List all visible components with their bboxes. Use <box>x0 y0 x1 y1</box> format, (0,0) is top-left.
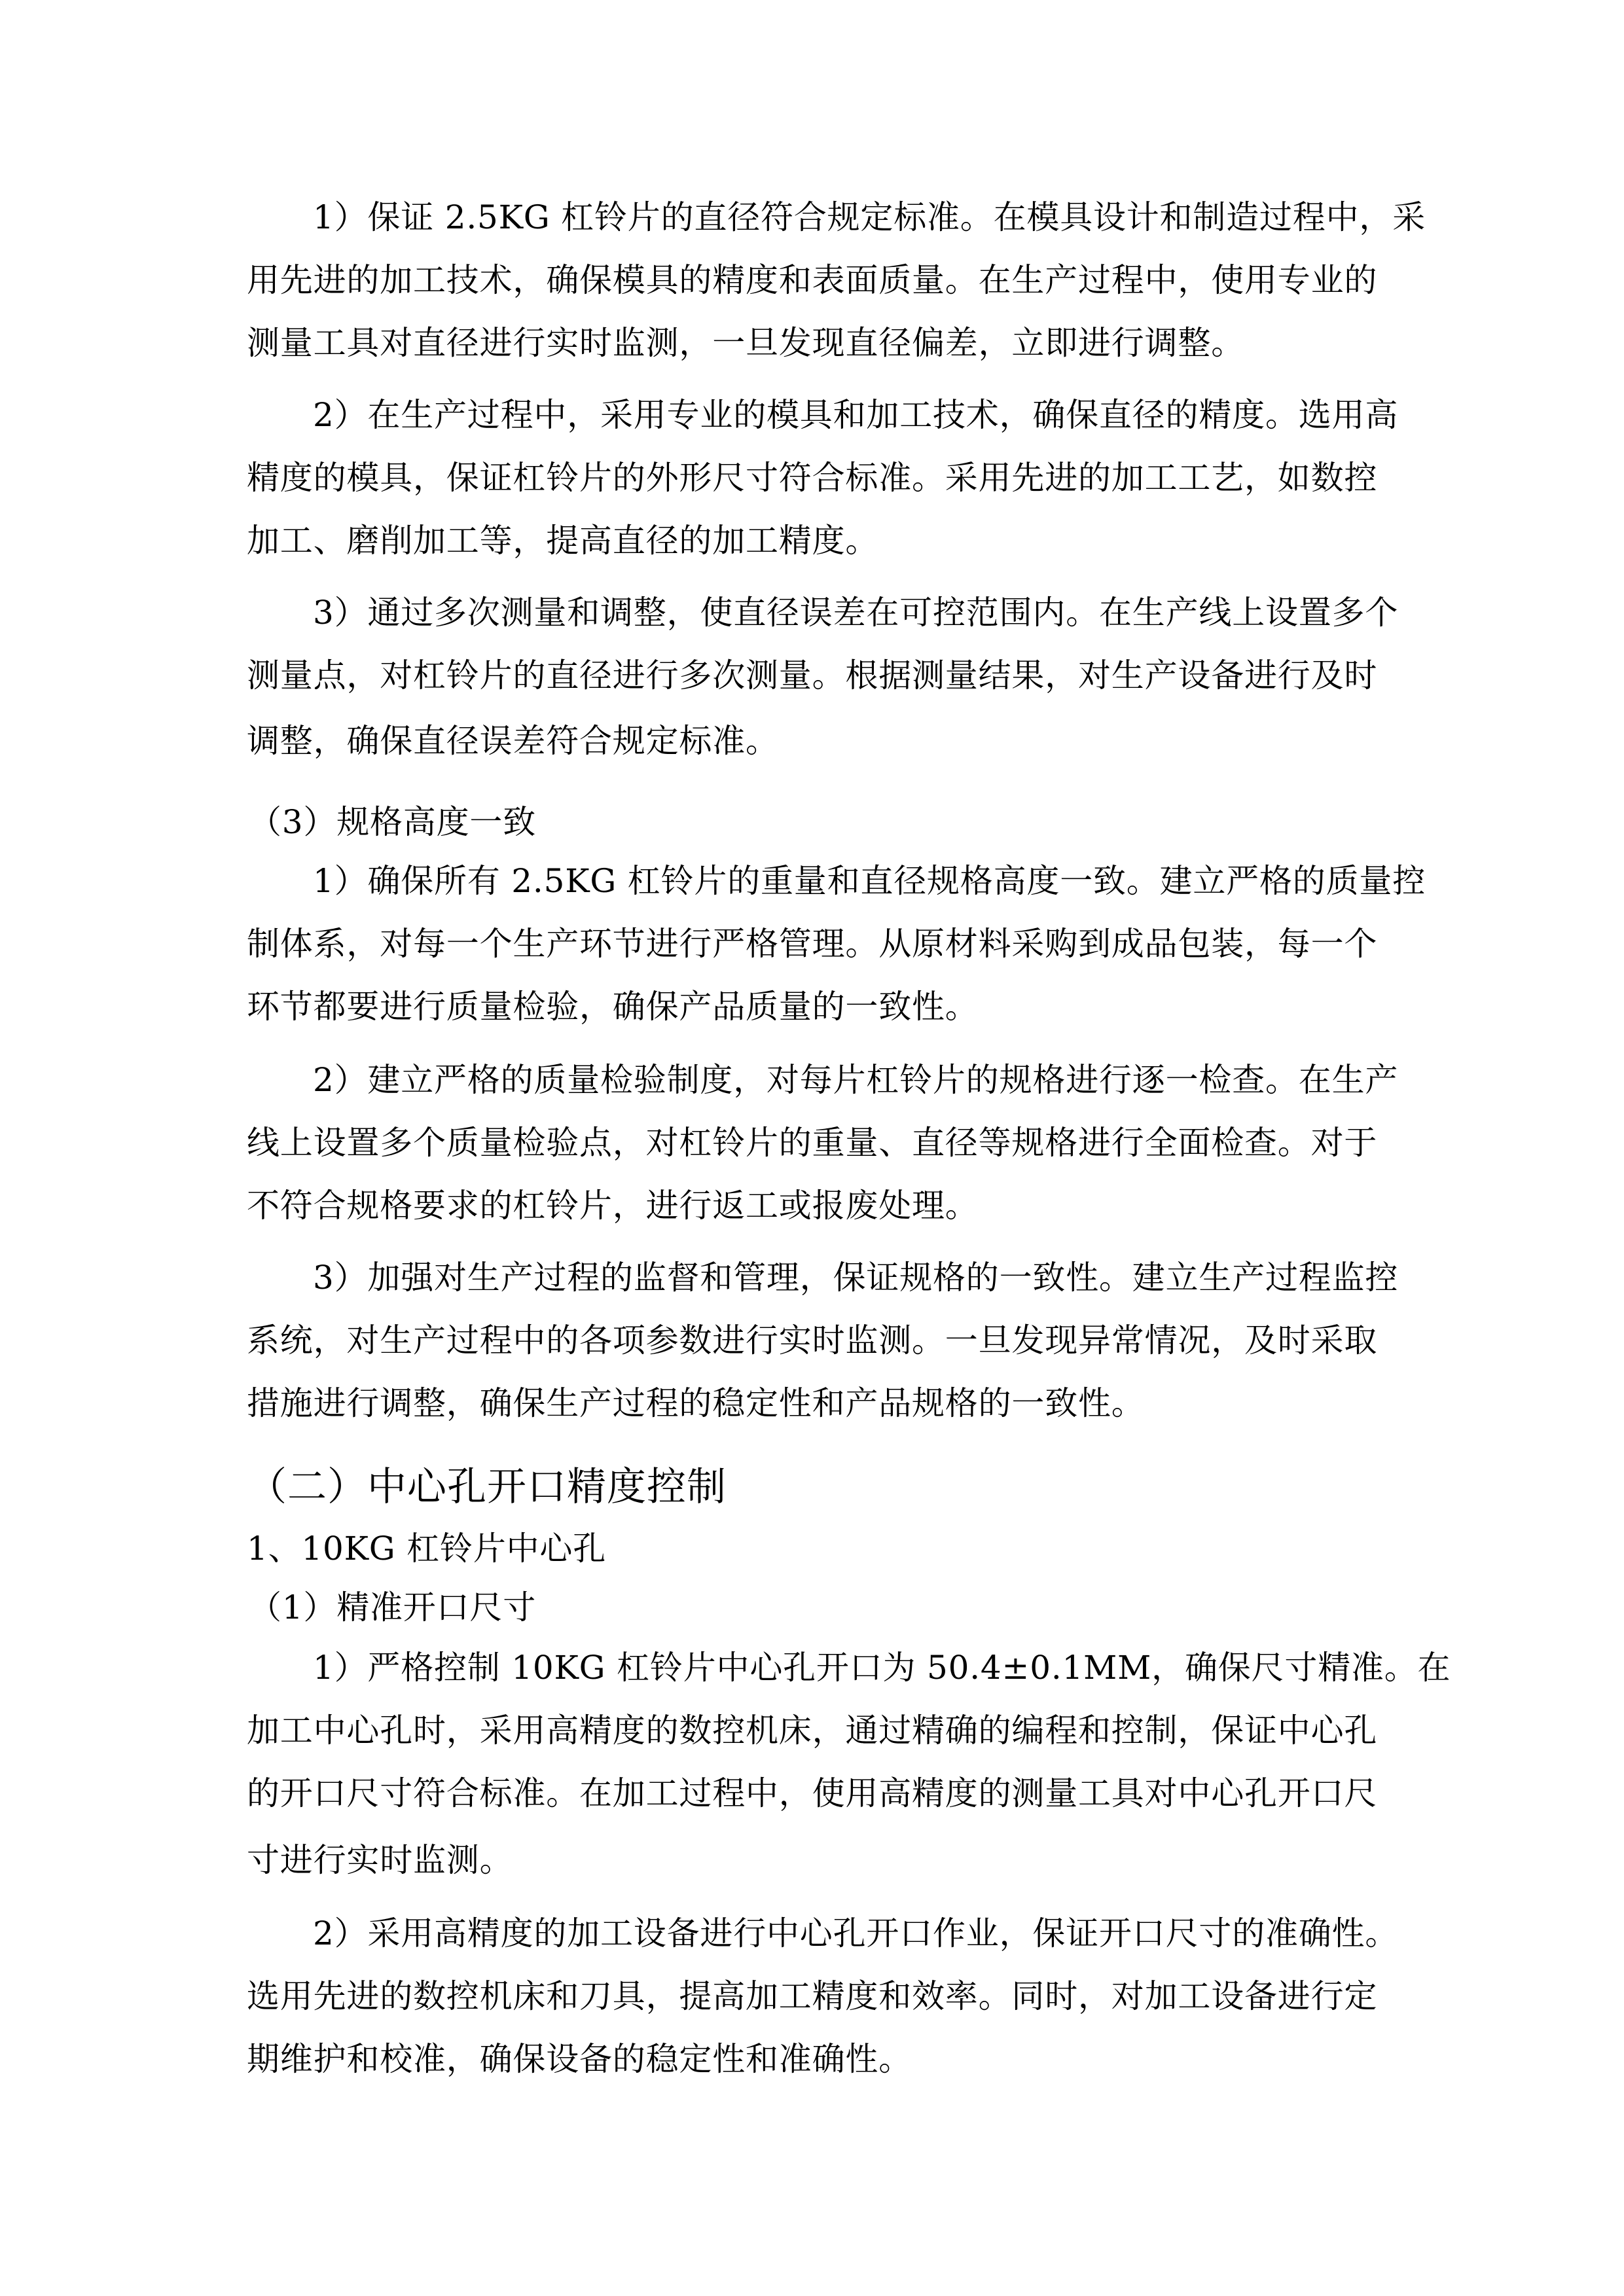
text-line: 加工、磨削加工等，提高直径的加工精度。 <box>247 522 879 560</box>
text-line: 2）建立严格的质量检验制度，对每片杠铃片的规格进行逐一检查。在生产 <box>313 1061 1399 1099</box>
text-line: 2）采用高精度的加工设备进行中心孔开口作业，保证开口尺寸的准确性。 <box>313 1914 1399 1952</box>
section-heading-center-hole: （二）中心孔开口精度控制 <box>247 1464 727 1510</box>
text-line: 的开口尺寸符合标准。在加工过程中，使用高精度的测量工具对中心孔开口尺 <box>247 1774 1378 1812</box>
subheading-precise-opening: （1）精准开口尺寸 <box>249 1588 537 1626</box>
subheading-10kg-center-hole: 1、10KG 杠铃片中心孔 <box>247 1530 607 1568</box>
text-line: 系统，对生产过程中的各项参数进行实时监测。一旦发现异常情况，及时采取 <box>247 1321 1378 1359</box>
text-line: 不符合规格要求的杠铃片，进行返工或报废处理。 <box>247 1187 979 1225</box>
text-line: 用先进的加工技术，确保模具的精度和表面质量。在生产过程中，使用专业的 <box>247 261 1378 299</box>
text-line: 1）严格控制 10KG 杠铃片中心孔开口为 50.4±0.1MM，确保尺寸精准。在 <box>313 1649 1451 1687</box>
text-line: 措施进行调整，确保生产过程的稳定性和产品规格的一致性。 <box>247 1384 1145 1422</box>
text-line: 3）通过多次测量和调整，使直径误差在可控范围内。在生产线上设置多个 <box>313 594 1399 632</box>
text-line: 线上设置多个质量检验点，对杠铃片的重量、直径等规格进行全面检查。对于 <box>247 1124 1378 1162</box>
text-line: 测量工具对直径进行实时监测，一旦发现直径偏差，立即进行调整。 <box>247 324 1244 362</box>
text-line: 1）保证 2.5KG 杠铃片的直径符合规定标准。在模具设计和制造过程中，采 <box>313 198 1426 236</box>
text-line: 寸进行实时监测。 <box>247 1841 513 1879</box>
subheading-spec-consistency: （3）规格高度一致 <box>249 803 537 841</box>
text-line: 调整，确保直径误差符合规定标准。 <box>247 722 779 760</box>
text-line: 测量点，对杠铃片的直径进行多次测量。根据测量结果，对生产设备进行及时 <box>247 656 1378 694</box>
text-line: 制体系，对每一个生产环节进行严格管理。从原材料采购到成品包装，每一个 <box>247 925 1378 963</box>
text-line: 精度的模具，保证杠铃片的外形尺寸符合标准。采用先进的加工工艺，如数控 <box>247 459 1378 497</box>
text-line: 选用先进的数控机床和刀具，提高加工精度和效率。同时，对加工设备进行定 <box>247 1977 1378 2015</box>
text-line: 1）确保所有 2.5KG 杠铃片的重量和直径规格高度一致。建立严格的质量控 <box>313 862 1426 900</box>
text-line: 环节都要进行质量检验，确保产品质量的一致性。 <box>247 988 979 1026</box>
text-line: 加工中心孔时，采用高精度的数控机床，通过精确的编程和控制，保证中心孔 <box>247 1712 1378 1749</box>
text-line: 2）在生产过程中，采用专业的模具和加工技术，确保直径的精度。选用高 <box>313 396 1399 434</box>
text-line: 期维护和校准，确保设备的稳定性和准确性。 <box>247 2040 912 2078</box>
text-line: 3）加强对生产过程的监督和管理，保证规格的一致性。建立生产过程监控 <box>313 1259 1399 1297</box>
